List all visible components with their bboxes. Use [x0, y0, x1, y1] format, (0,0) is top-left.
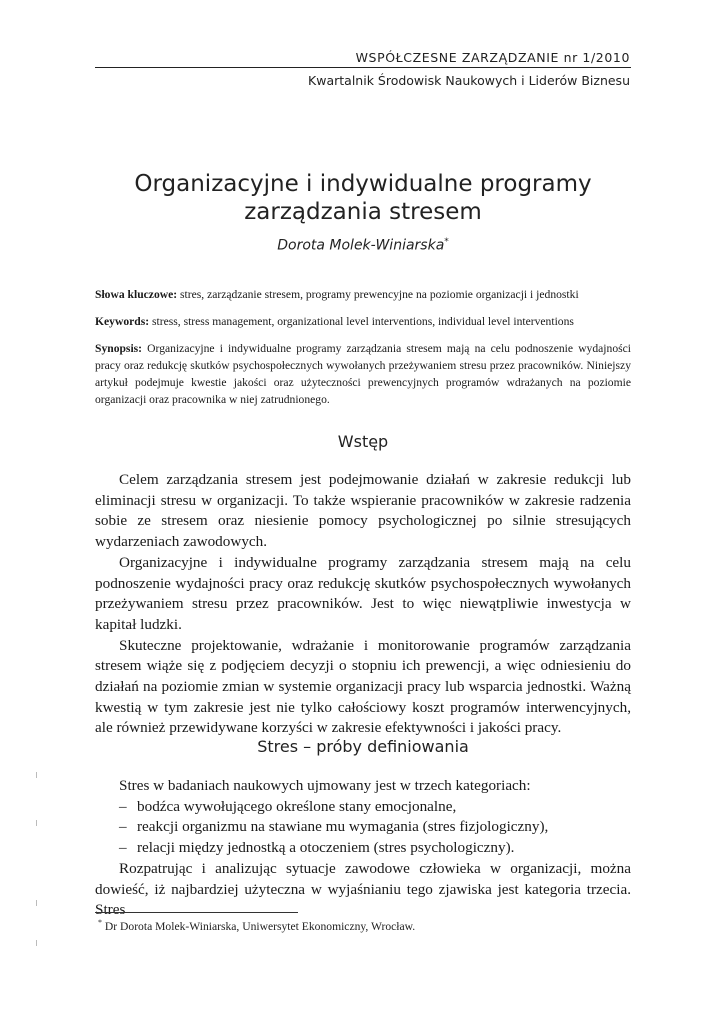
- list-item-text: relacji między jednostką a otoczeniem (stres psychologiczny).: [137, 839, 515, 857]
- intro-body: [95, 470, 631, 739]
- section-heading-stress: Stres – próby definiowania: [257, 737, 469, 756]
- synopsis-text: Organizacyjne i indywidualne programy zarządzania stresem mają na celu podnoszenie wydajności pracy oraz redukcję skutków psychospołecznych wywołanych przeżywaniem stresu przez pracowników. Niniejszy artykuł podejmuje kwestie jakości oraz użyteczności prewencyjnych programów wdrażanych na poziomie organizacji oraz pracownika w niej zatrudnionego.: [95, 342, 631, 406]
- synopsis-label: Synopsis:: [95, 342, 143, 355]
- keywords-pl-text: stres, zarządzanie stresem, programy prewencyjne na poziomie organizacji i jednostki: [177, 288, 579, 301]
- title-line-2: zarządzania stresem: [244, 199, 482, 225]
- author-footnote-mark: *: [444, 237, 449, 247]
- header-rule: [95, 67, 631, 68]
- list-item: [95, 817, 631, 838]
- scan-mark: [36, 772, 37, 778]
- list-item: [95, 797, 631, 818]
- footnote: [98, 918, 415, 933]
- section-heading-intro: Wstęp: [337, 432, 389, 451]
- stress-lead: Stres w badaniach naukowych ujmowany jest w trzech kategoriach:: [119, 777, 531, 794]
- list-item-text: reakcji organizmu na stawiane mu wymagania (stres fizjologiczny),: [137, 818, 549, 836]
- footnote-mark: *: [98, 918, 102, 927]
- paragraph: Rozpatrując i analizując sytuacje zawodowe człowieka w organizacji, można dowieść, iż najbardziej użyteczna w wyjaśnianiu tego zjawiska jest kategoria trzecia. Stres: [95, 859, 631, 919]
- author-name: Dorota Molek-Winiarska: [277, 237, 445, 254]
- journal-header: WSPÓŁCZESNE ZARZĄDZANIE nr 1/2010: [355, 50, 630, 65]
- keywords-pl-label: Słowa kluczowe:: [95, 288, 178, 301]
- footnote-rule: [95, 912, 298, 913]
- scan-mark: [36, 940, 37, 946]
- author-line: [95, 237, 631, 254]
- dash-bullet: –: [119, 818, 127, 836]
- footnote-text: Dr Dorota Molek-Winiarska, Uniwersytet Ekonomiczny, Wrocław.: [102, 919, 416, 933]
- scan-mark: [36, 900, 37, 906]
- scan-mark: [36, 820, 37, 826]
- list-item-text: bodźca wywołującego określone stany emocjonalne,: [137, 797, 457, 815]
- title-line-1: Organizacyjne i indywidualne programy: [134, 171, 592, 197]
- keywords-pl: [95, 286, 631, 303]
- keywords-en-label: Keywords:: [95, 315, 150, 328]
- article-title: [95, 170, 631, 226]
- paragraph: Celem zarządzania stresem jest podejmowanie działań w zakresie redukcji lub eliminacji stresu w organizacji. To także wspieranie pracowników w zakresie radzenia sobie ze stresem oraz niesienie pomocy psychologicznej po silnie stresujących wydarzeniach zawodowych.: [95, 471, 631, 551]
- dash-bullet: –: [119, 797, 127, 815]
- paragraph: Skuteczne projektowanie, wdrażanie i monitorowanie programów zarządzania stresem wiąże się z podjęciem decyzji o stopniu ich prewencji, a więc odniesieniu do działań na poziomie zmian w systemie organizacji pracy lub wsparcia jednostki. Ważną kwestią w tym zakresie jest nie tylko całościowy koszt programów interwencyjnych, ale również przewidywane korzyści w zakresie efektywności i jakości pracy.: [95, 636, 631, 737]
- list-item: [95, 838, 631, 859]
- journal-subtitle: Kwartalnik Środowisk Naukowych i Liderów Biznesu: [308, 73, 630, 88]
- stress-body: [95, 776, 631, 921]
- keywords-en: [95, 313, 631, 330]
- dash-bullet: –: [119, 839, 127, 857]
- keywords-en-text: stress, stress management, organizational level interventions, individual level interventions: [149, 315, 574, 328]
- paragraph: Organizacyjne i indywidualne programy zarządzania stresem mają na celu podnoszenie wydajności pracy oraz redukcję skutków psychospołecznych wywołanych przeżywaniem stresu przez pracowników. Jest to więc niewątpliwie inwestycja w kapitał ludzki.: [95, 553, 631, 633]
- synopsis: [95, 340, 631, 408]
